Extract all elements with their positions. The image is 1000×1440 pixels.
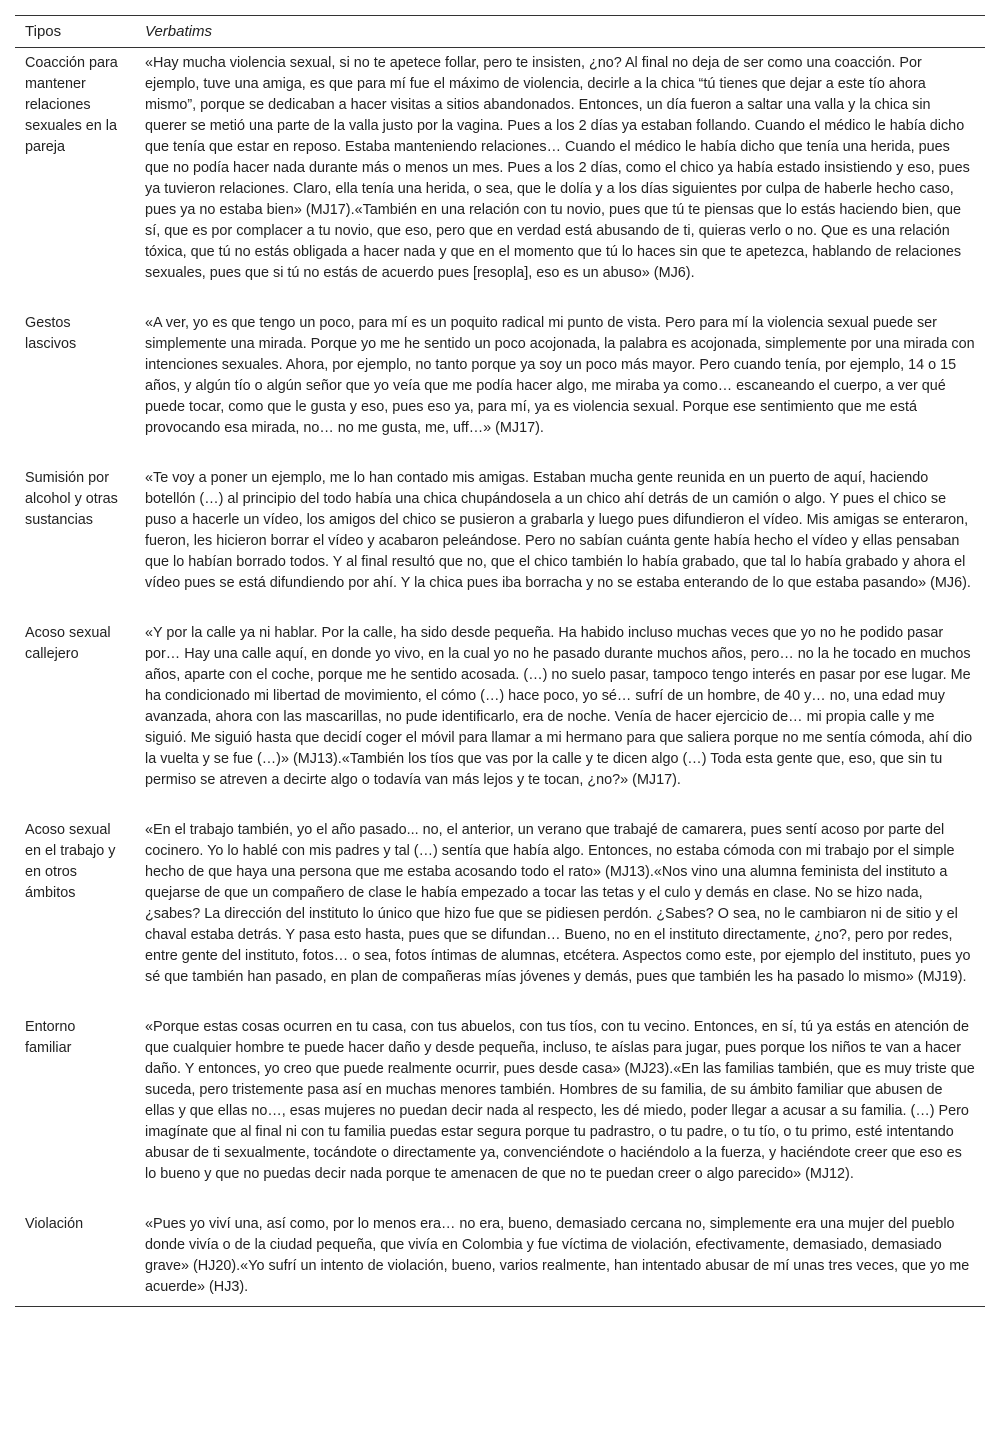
verbatim-cell: «Pues yo viví una, así como, por lo menos era… no era, bueno, demasiado cercana no, simplemente era una mujer del pueblo donde vivía o de la ciudad pequeña, que vivía en Colombia y fue víctima de violación, efectivamente, demasiado, demasiado grave» (HJ20).«Yo sufrí un intento de violación, bueno, varios realmente, han intentado abusar de mí unas tres veces, que yo me acuerde» (HJ3). [135,1214,985,1307]
tipo-cell: Gestos lascivos [25,315,77,352]
verbatims-table-container [15,15,985,1307]
header-tipos: Tipos [15,16,135,48]
tipo-cell: Coacción para mantener relaciones sexuales en la pareja [25,55,118,155]
header-verbatims: Verbatims [135,16,985,48]
header-row [15,16,985,48]
tipo-cell: Acoso sexual callejero [25,625,111,662]
tipo-cell: Entorno familiar [25,1019,76,1056]
table-row [15,48,985,314]
verbatim-cell: «Hay mucha violencia sexual, si no te apetece follar, pero te insisten, ¿no? Al final no deja de ser como una coacción. Por ejemplo, tuve una amiga, es que para mí fue el máximo de violencia, decirle a la chica “tú tienes que dejar a este tío ahora mismo”, porque se dedicaban a hacer visitas a sitios abandonados. Entonces, un día fueron a saltar una valla y la chica sin querer se metió una parte de la valla justo por la vagina. Pues a los 2 días ya estaban follando. Cuando el médico le había dicho que tenía que estar en reposo. Estaba manteniendo relaciones… Cuando el médico le había dicho que tenía una herida, pues que no podía hacer nada durante más o menos un mes. Pues a los 2 días, como el chico ya había estado insistiendo y eso, pues ya tuvieron relaciones. Claro, ella tenía una herida, o sea, que le dolía y a los días siguientes por culpa de haberle hecho caso, pues ya no estaba bien» (MJ17).«También en una relación con tu novio, pues que tú te piensas que lo estás haciendo bien, que sí, que es por complacer a tu novio, que eso, pero que en verdad está abusando de ti, quieras verlo o no. Que es una relación tóxica, que tú no estás obligada a hacer nada y que en el momento que tú lo haces sin que te apetezca, hablando de relaciones sexuales, pues que si tú no estás de acuerdo pues [resopla], eso es un abuso» (MJ6). [145,55,970,281]
verbatim-cell: «Porque estas cosas ocurren en tu casa, con tus abuelos, con tus tíos, con tu vecino. Entonces, en sí, tú ya estás en atención de que cualquier hombre te puede hacer daño y desde pequeña, incluso, te aíslas para jugar, pues porque los niños te van a hacer daño. Y entonces, yo creo que puede realmente ocurrir, pues desde casa» (MJ23).«En las familias también, que es muy triste que suceda, pero tristemente pasa así en muchas menores también. Hombres de su familia, de su ámbito familiar que abusen de ellas y que ellas no…, esas mujeres no puedan decir nada al respecto, les dé miedo, poder llegar a acusar a su familia. (…) Pero imagínate que al final ni con tu familia puedas estar segura porque tu padrastro, o tu padre, o tu tío, o tu primo, esté intentando abusar de ti sexualmente, tocándote o directamente ya, convenciéndote o haciéndolo a la fuerza, y haciéndote creer que eso es lo bueno y que no puedas decir nada porque te amenacen de que no te puedan creer o algo parecido» (MJ12). [145,1019,975,1182]
verbatim-cell: «Y por la calle ya ni hablar. Por la calle, ha sido desde pequeña. Ha habido incluso muchas veces que yo no he podido pasar por… Hay una calle aquí, en donde yo vivo, en la cual yo no he pasado durante muchos años, pero… no la he tocado en muchos años, aparte con el coche, porque me he sentido acosada. (…) no suelo pasar, tampoco tengo interés en pasar por ese lugar. Me ha condicionado mi libertad de movimiento, el cómo (…) hace poco, yo sé… sufrí de un hombre, de 40 y… no, una edad muy avanzada, ahora con las mascarillas, no pude identificarlo, era de noche. Venía de hacer ejercicio de… mi propia calle y me siguió. Me siguió hasta que decidí coger el móvil para llamar a mi hermano para que saliera porque no me sentía cómoda, ahí dio la vuelta y se fue (…)» (MJ13).«También los tíos que vas por la calle y te dicen algo (…) Toda esta gente que, eso, que sin tu permiso se atreven a decirte algo o todavía van más lejos y te tocan, ¿no?» (MJ17). [145,625,973,788]
tipo-cell: Sumisión por alcohol y otras sustancias [25,470,118,528]
table-header [15,16,985,48]
verbatims-table [15,15,985,1307]
table-row [15,313,985,468]
verbatim-cell: «En el trabajo también, yo el año pasado... no, el anterior, un verano que trabajé de camarera, pues sentí acoso por parte del cocinero. Yo lo hablé con mis padres y tal (…) sentía que había algo. Entonces, no estaba cómoda con mi trabajo por el simple hecho de que haya una persona que me estaba acosando todo el rato» (MJ13).«Nos vino una alumna feminista del instituto a quejarse de que un compañero de clase le había empezado a tocar las tetas y el culo y demás en clase. No se hizo nada, ¿sabes? La dirección del instituto lo único que hizo fue que se pidiesen perdón. ¿Sabes? O sea, no le cambiaron ni de sitio y el chaval estaba detrás. Y pasa esto hasta, pues que se difundan… Bueno, no en el instituto directamente, ¿no?, pero por redes, entre gente del instituto, fotos… o sea, fotos íntimas de alumnas, etcétera. Aspectos como este, por ejemplo del instituto, pues yo sé que también han pasado, en plan de compañeras mías jóvenes y demás, pues que también les ha pasado lo mismo» (MJ19). [145,822,971,985]
verbatim-cell: «Te voy a poner un ejemplo, me lo han contado mis amigas. Estaban mucha gente reunida en un puerto de aquí, haciendo botellón (…) al principio del todo había una chica chupándosela a un chico ahí detrás de un camión o algo. Y pues el chico se puso a hacerle un vídeo, los amigos del chico se pusieron a grabarla y luego pues difundieron el vídeo. Mis amigas se enteraron, fueron, les hicieron borrar el vídeo y acabaron peleándose. Pero no sabían cuánta gente había hecho el vídeo y ellas pensaban que lo habían borrado todos. Y al final resultó que no, que el chico también lo había grabado, que tal lo había grabado y ahora el vídeo pues se está difundiendo por ahí. Y la chica pues iba borracha y no se estaba enterando de lo que estaba pasando» (MJ6). [145,470,971,591]
table-row [15,468,985,623]
table-row [15,1017,985,1214]
tipo-cell: Violación [15,1214,135,1307]
table-row [15,1214,985,1307]
table-body [15,48,985,1307]
table-row [15,820,985,1017]
tipo-cell: Acoso sexual en el trabajo y en otros ámbitos [25,822,116,901]
table-row [15,623,985,820]
verbatim-cell: «A ver, yo es que tengo un poco, para mí es un poquito radical mi punto de vista. Pero para mí la violencia sexual puede ser simplemente una mirada. Porque yo me he sentido un poco acojonada, la palabra es acojonada, simplemente por una mirada con intenciones sexuales. Ahora, por ejemplo, no tanto porque ya soy un poco más mayor. Pero cuando tenía, por ejemplo, 14 o 15 años, y algún tío o algún señor que yo veía que me podía hacer algo, me miraba ya como… escaneando el cuerpo, a ver qué puede tocar, como que le gusta y eso, pues eso ya, para mí, ya es violencia sexual. Porque ese sentimiento que me está provocando esa mirada, no… no me gusta, me, uff…» (MJ17). [145,315,975,436]
